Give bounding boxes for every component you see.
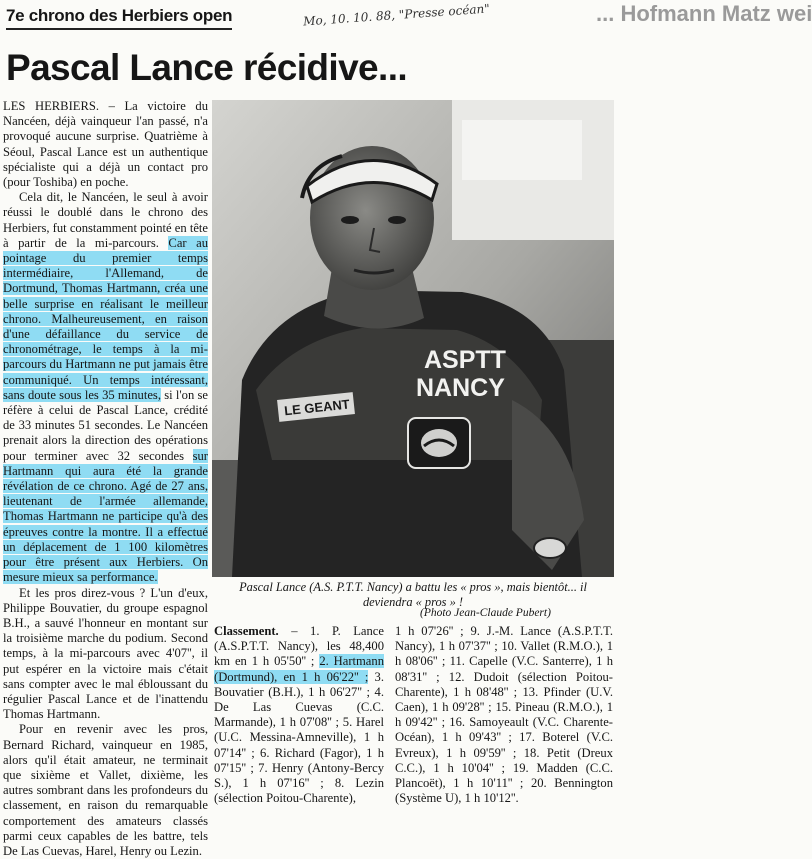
article-headline: Pascal Lance récidive... [6,47,408,88]
body-paragraph-3: Et les pros direz-vous ? L'un d'eux, Philippe Bouvatier, du groupe espagnol B.H., a sauvé l'honneur en montant sur la troisième marche du podium. Second temps, à la mi-parcours avec 4'07'', il put espérer en la victoire mais c'était sans compter avec le mal ébloussant du régulier Pascal Lance et de l'inattendu Thomas Hartmann. [3,585,208,722]
highlighted-passage-2: sur Hartmann qui aura été la grande révélation de ce chrono. Agé de 27 ans, lieutenant de l'armée allemande, Thomas Hartmann ne participe qu'à des épreuves contre la montre. Il a effectué un déplacement de 1 100 kilomètres pour être présent aux Herbiers. On mesure mieux sa performance. [3,448,208,585]
para2-intro: Cela dit, le Nancéen, le seul à avoir réussi le doublé dans le chrono des Herbiers, fut constamment pointé en tête à partir de la mi-parcours. [3,190,208,250]
classement-label: Classement. [214,624,279,638]
results-paragraph [214,624,384,806]
body-paragraph-4: Pour en revenir avec les pros, Bernard Richard, vainqueur en 1985, alors qu'il était amateur, ne terminait que sixième et Vallet, dixième, les autres sombrant dans les profondeurs du classement, en raison du remarquable comportement des amateurs classés parmi ceux capables de les battre, tels De Las Cuevas, Harel, Henry ou Lezin. [3,722,208,858]
adjacent-article-fragment: ... Hofmann Matz wei [596,1,812,26]
sleeve-text: LE GEANT [283,396,351,419]
results-part-b: 3. Bouvatier (B.H.), 1 h 06'27'' ; 4. De Las Cuevas (C.C. Marmande), 1 h 07'08'' ; 5. Harel (U.C. Messina-Amneville), 1 h 07'14'' ; 6. Richard (Fagor), 1 h 07'15'' ; 7. Henry (Antony-Bercy S.), 1 h 07'16'' ; 8. Lezin (sélection Poitou-Charente), [214,669,384,806]
handwritten-date-note: Mo, 10. 10. 88, "Presse océan" [302,1,491,29]
results-column-2 [395,624,613,814]
results-continued: 1 h 07'26'' ; 9. J.-M. Lance (A.S.P.T.T. Nancy), 1 h 07'37'' ; 10. Vallet (R.M.O.), 1 h 08'06'' ; 11. Capelle (V.C. Santerre), 1 h 08'31'' ; 12. Dudoit (sélection Poitou-Charente), 1 h 08'48'' ; 13. Pfinder (U.V. Caen), 1 h 09'28'' ; 15. Pineau (R.M.O.), 1 h 09'42'' ; 16. Samoyeault (V.C. Charente-Océan), 1 h 09'43'' ; 17. Boterel (V.C. Evreux), 1 h 09'59'' ; 18. Petit (Dreux C.C.), 1 h 10'04'' ; 19. Madden (C.C. Plancoët), 1 h 10'11'' ; 20. Bennington (Système U), 1 h 10'12''. [395,624,613,806]
jersey-text-2: NANCY [416,374,505,402]
lead-paragraph: LES HERBIERS. – La victoire du Nancéen, déjà vainqueur l'an passé, n'a provoqué aucune surprise. Quatrième à Séoul, Pascal Lance est un authentique spécialiste qui a déjà un contact pro (pour Toshiba) en poche. [3,99,208,190]
section-kicker: 7e chrono des Herbiers open [6,6,232,30]
highlighted-passage-1: Car au pointage du premier temps intermédiaire, l'Allemand, de Dortmund, Thomas Hartmann, créa une belle surprise en réalisant le meilleur chrono. Malheureusement, en raison d'une défaillance du service de chronométrage, le temps à la mi-parcours du Hartmann ne put jamais être communiqué. Un temps intéressant, sans doute sous les 35 minutes, [3,235,209,402]
results-column-1 [214,624,384,814]
body-paragraph-2 [3,190,208,585]
rider-photo [212,100,614,577]
results-part-a: – 1. P. Lance (A.S.P.T.T. Nancy), les 48,400 km en 1 h 05'50'' ; [214,624,384,669]
highlighted-result: 2. Hartmann (Dortmund), en 1 h 06'22'' ; [214,654,384,684]
article-column-1 [3,99,209,858]
photo-credit: (Photo Jean-Claude Pubert) [420,607,551,619]
para2-mid: si l'on se réfère à celui de Pascal Lance, crédité de 33 minutes 51 secondes. Le Nancéen prenait alors la direction des opérations pour terminer avec 32 secondes [3,387,208,463]
photo-caption: Pascal Lance (A.S. P.T.T. Nancy) a battu les « pros », mais bientôt... il deviendra « pros » ! [239,580,587,609]
photo-illustration [212,100,614,577]
jersey-text-1: ASPTT [424,346,506,374]
